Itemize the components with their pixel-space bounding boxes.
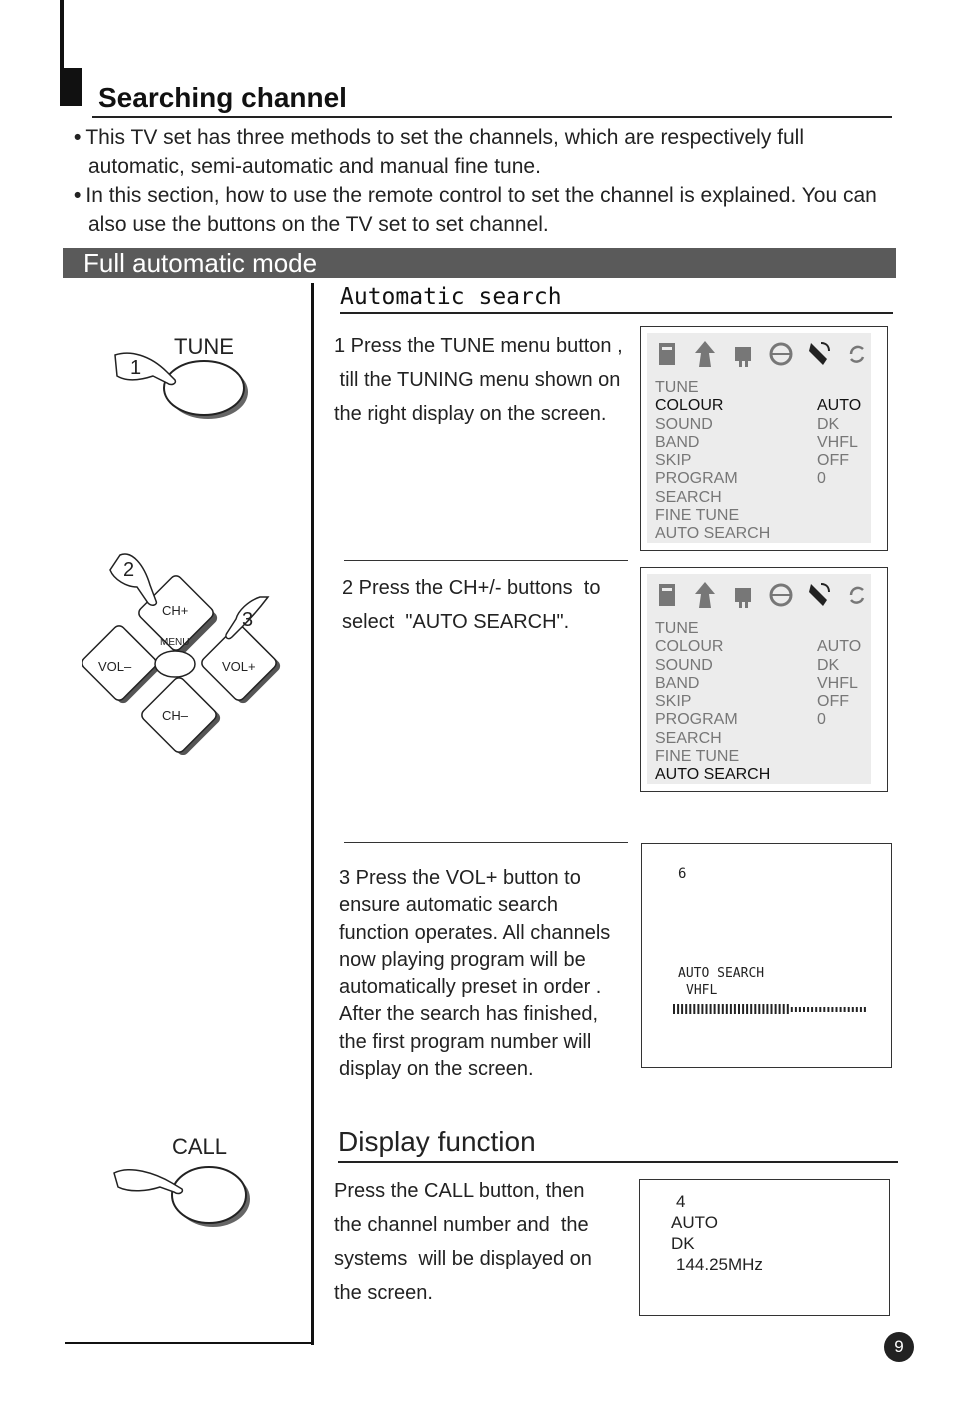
call-button-illustration (110, 1155, 260, 1235)
tuning-menu-panel (647, 333, 871, 543)
menu-row-value (817, 489, 865, 507)
intro-bullet-2-text: In this section, how to use the remote control to set the channel is explained. You can also use the buttons on the TV set to set channel. (85, 184, 877, 236)
directional-pad-illustration (82, 545, 282, 755)
menu-row (655, 397, 865, 415)
progress-tick-empty (791, 1007, 793, 1012)
progress-tick-filled (714, 1004, 716, 1014)
menu-row (655, 730, 865, 748)
menu-row (655, 452, 865, 470)
step3-line: After the search has finished, (339, 1003, 599, 1026)
band-icon (769, 580, 793, 610)
progress-tick-filled (779, 1004, 781, 1014)
search-progress-bar (673, 1003, 868, 1015)
menu-row-label: SKIP (655, 693, 692, 711)
intro-bullet-1: • This TV set has three methods to set the channels, which are respectively full automatic, semi-automatic and manual fine tune. (74, 126, 804, 178)
menu-row (655, 693, 865, 711)
progress-tick-empty (795, 1007, 797, 1012)
menu-icon-row (655, 339, 869, 369)
progress-tick-empty (856, 1007, 858, 1012)
band-icon (769, 339, 793, 369)
satellite-icon (807, 580, 831, 610)
tuning-menu-list (655, 379, 865, 544)
step1-text (334, 329, 634, 431)
progress-tick-filled (771, 1004, 773, 1014)
display-function-rule (338, 1161, 898, 1163)
menu-row-value (817, 748, 865, 766)
step-divider-1 (344, 560, 628, 561)
menu-button (155, 651, 195, 677)
menu-row-value (817, 507, 865, 525)
progress-tick-filled (750, 1004, 752, 1014)
progress-tick-filled (746, 1004, 748, 1014)
menu-row (655, 416, 865, 434)
menu-row-label: FINE TUNE (655, 507, 740, 525)
pointing-hand-icon (115, 353, 175, 384)
progress-tick-empty (860, 1007, 862, 1012)
menu-row (655, 525, 865, 543)
section-title: Searching channel (98, 82, 347, 113)
frequency: 144.25MHz (676, 1255, 763, 1274)
progress-tick-empty (827, 1007, 829, 1012)
progress-tick-filled (758, 1004, 760, 1014)
progress-tick-filled (754, 1004, 756, 1014)
step2-text (342, 571, 632, 639)
progress-tick-empty (819, 1007, 821, 1012)
tune-icon (655, 339, 679, 369)
call-button-label: CALL (172, 1134, 228, 1159)
step3-line: ensure automatic search (339, 894, 559, 917)
menu-row-value: VHFL (817, 674, 858, 692)
menu-row-value: DK (817, 656, 840, 674)
progress-tick-filled (718, 1004, 720, 1014)
menu-row-value: AUTO (817, 638, 862, 656)
progress-tick-filled (706, 1004, 708, 1014)
colour-icon (693, 339, 717, 369)
step3-marker: 3 (242, 609, 254, 631)
refresh-icon (845, 580, 869, 610)
menu-label: MENU (160, 637, 190, 648)
menu-row (655, 766, 865, 784)
progress-tick-filled (677, 1004, 679, 1014)
colour-system: AUTO (671, 1213, 718, 1232)
tune-button-illustration (105, 350, 255, 425)
progress-tick-empty (811, 1007, 813, 1012)
progress-tick-filled (775, 1004, 777, 1014)
menu-row-value (817, 620, 865, 638)
step3-line: automatically preset in order . (339, 976, 602, 999)
sound-system: DK (671, 1234, 695, 1253)
display-line: the screen. (334, 1282, 433, 1304)
progress-tick-empty (852, 1007, 854, 1012)
menu-row (655, 657, 865, 675)
menu-icon-row (655, 580, 869, 610)
progress-tick-empty (803, 1007, 805, 1012)
progress-tick-filled (742, 1004, 744, 1014)
menu-row-label: SEARCH (655, 729, 722, 747)
step-divider-2 (344, 842, 628, 843)
menu-row-value (817, 766, 865, 784)
progress-tick-filled (681, 1004, 683, 1014)
progress-tick-empty (799, 1007, 801, 1012)
menu-row-value: 0 (817, 470, 826, 488)
tuning-menu-screen-1 (640, 326, 888, 551)
colour-icon (693, 580, 717, 610)
menu-row (655, 748, 865, 766)
menu-row-label: AUTO SEARCH (655, 525, 771, 543)
menu-row (655, 379, 865, 397)
channel-info-screen (639, 1179, 890, 1316)
column-divider (311, 283, 314, 1345)
step3-line: display on the screen. (339, 1058, 534, 1081)
intro-bullet-2: • In this section, how to use the remote control to set the channel is explained. You can also use the buttons on the TV set to set channel. (74, 184, 877, 236)
satellite-icon (807, 339, 831, 369)
progress-tick-empty (831, 1007, 833, 1012)
progress-tick-filled (697, 1004, 699, 1014)
bottom-left-rule (65, 1342, 313, 1344)
tune-step-number: 1 (130, 357, 142, 379)
progress-tick-filled (685, 1004, 687, 1014)
section-title-rule (92, 116, 892, 118)
menu-row-value (817, 525, 865, 543)
progress-tick-filled (730, 1004, 732, 1014)
auto-search-screen (641, 843, 892, 1068)
progress-tick-filled (689, 1004, 691, 1014)
progress-tick-filled (766, 1004, 768, 1014)
display-function-text (334, 1174, 634, 1310)
step1-line: till the TUNING menu shown on (334, 369, 621, 391)
progress-tick-empty (864, 1007, 866, 1012)
step1-line: 1 Press the TUNE menu button , (334, 335, 623, 357)
automatic-search-title: Automatic search (340, 284, 562, 310)
menu-row-value: OFF (817, 452, 849, 470)
step3-line: now playing program will be (339, 948, 586, 971)
progress-tick-filled (734, 1004, 736, 1014)
menu-row-label: FINE TUNE (655, 748, 740, 766)
progress-tick-filled (693, 1004, 695, 1014)
progress-tick-filled (673, 1004, 675, 1014)
progress-tick-filled (783, 1004, 785, 1014)
step2-marker: 2 (123, 559, 135, 581)
menu-row-label: TUNE (655, 620, 699, 637)
menu-row-value (817, 730, 865, 748)
progress-tick-filled (722, 1004, 724, 1014)
progress-tick-empty (848, 1007, 850, 1012)
sound-icon (731, 580, 755, 610)
channel-number: 6 (678, 866, 687, 882)
menu-row-value: VHFL (817, 433, 858, 451)
progress-tick-filled (787, 1004, 789, 1014)
menu-row-label: SEARCH (655, 488, 722, 506)
menu-row-label: SOUND (655, 656, 713, 674)
full-automatic-mode-band: Full automatic mode (63, 248, 896, 278)
tune-button-label: TUNE (174, 334, 234, 359)
step3-text (339, 865, 635, 1083)
progress-tick-empty (840, 1007, 842, 1012)
ch-plus-label: CH+ (162, 603, 189, 618)
progress-tick-filled (701, 1004, 703, 1014)
menu-row-value: AUTO (817, 397, 862, 415)
step2-line: select "AUTO SEARCH". (342, 611, 570, 633)
menu-row (655, 675, 865, 693)
progress-tick-filled (762, 1004, 764, 1014)
menu-row (655, 620, 865, 638)
pointing-hand-icon (114, 1170, 182, 1194)
channel-number: 4 (676, 1192, 686, 1211)
step3-line: the first program number will (339, 1030, 592, 1053)
corner-decoration-block (60, 68, 82, 106)
menu-row (655, 489, 865, 507)
progress-tick-empty (815, 1007, 817, 1012)
menu-row-label: AUTO SEARCH (655, 766, 771, 784)
menu-row (655, 638, 865, 656)
menu-row-label: PROGRAM (655, 711, 738, 729)
menu-row-label: BAND (655, 674, 700, 692)
display-line: Press the CALL button, then (334, 1180, 585, 1202)
menu-row (655, 434, 865, 452)
menu-row-value: OFF (817, 693, 849, 711)
band-label: VHFL (686, 983, 718, 998)
progress-tick-filled (738, 1004, 740, 1014)
tuning-menu-list (655, 620, 865, 785)
tuning-menu-screen-2 (640, 567, 888, 792)
menu-row-label: SOUND (655, 415, 713, 433)
auto-search-label: AUTO SEARCH (678, 966, 765, 981)
display-line: systems will be displayed on (334, 1248, 592, 1270)
tuning-menu-panel (647, 574, 871, 784)
ch-minus-label: CH– (162, 708, 189, 723)
menu-row-label: COLOUR (655, 397, 724, 415)
step3-line: 3 Press the VOL+ button to (339, 867, 581, 889)
vol-plus-label: VOL+ (222, 659, 256, 674)
menu-row-value: 0 (817, 711, 826, 729)
page-number: 9 (884, 1332, 914, 1362)
menu-row (655, 470, 865, 488)
step2-line: 2 Press the CH+/- buttons to (342, 577, 601, 599)
progress-tick-empty (807, 1007, 809, 1012)
progress-tick-empty (836, 1007, 838, 1012)
progress-tick-filled (710, 1004, 712, 1014)
display-line: the channel number and the (334, 1214, 589, 1236)
progress-tick-empty (823, 1007, 825, 1012)
menu-row-value: DK (817, 415, 840, 433)
menu-row-label: PROGRAM (655, 470, 738, 488)
menu-row-label: SKIP (655, 452, 692, 470)
refresh-icon (845, 339, 869, 369)
display-function-title: Display function (338, 1126, 536, 1157)
step3-line: function operates. All channels (339, 921, 611, 944)
automatic-search-rule (340, 312, 893, 314)
vol-minus-label: VOL– (98, 659, 132, 674)
menu-row-label: BAND (655, 433, 700, 451)
progress-tick-empty (844, 1007, 846, 1012)
menu-row-label: TUNE (655, 379, 699, 396)
intro-bullet-1-text: This TV set has three methods to set the channels, which are respectively full automatic, semi-automatic and manual fine tune. (85, 126, 804, 178)
tune-icon (655, 580, 679, 610)
menu-row (655, 507, 865, 525)
sound-icon (731, 339, 755, 369)
channel-info-list (671, 1191, 763, 1275)
step1-line: the right display on the screen. (334, 403, 607, 425)
menu-row-value (817, 379, 865, 397)
menu-row-label: COLOUR (655, 638, 724, 656)
menu-row (655, 711, 865, 729)
progress-tick-filled (726, 1004, 728, 1014)
